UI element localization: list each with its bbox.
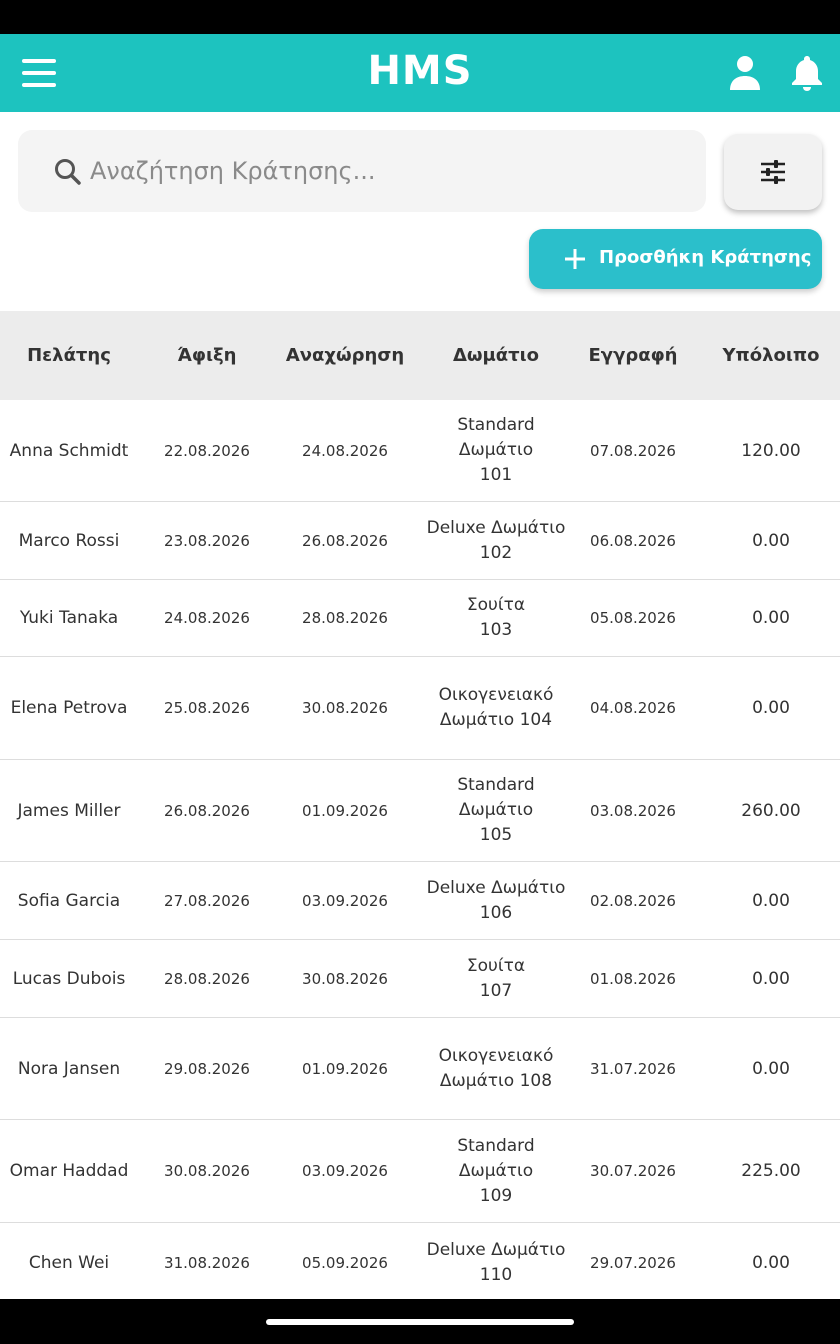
cell-guest: Lucas Dubois xyxy=(12,968,126,989)
cell-guest: Elena Petrova xyxy=(10,698,128,718)
cell-departure: 28.08.2026 xyxy=(302,609,388,627)
add-booking-label: Προσθήκη Κράτησης xyxy=(599,247,812,268)
cell-departure: 24.08.2026 xyxy=(302,441,388,460)
cell-departure: 03.09.2026 xyxy=(302,891,388,910)
cell-room: Οικογενειακό Δωμάτιο 104 xyxy=(438,685,554,730)
home-handle[interactable] xyxy=(266,1319,574,1325)
add-booking-button[interactable] xyxy=(529,229,822,289)
cell-room: Deluxe Δωμάτιο 106 xyxy=(426,877,566,923)
cell-room: Deluxe Δωμάτιο 102 xyxy=(426,517,566,563)
cell-registered: 02.08.2026 xyxy=(590,891,676,910)
cell-balance: 120.00 xyxy=(741,440,801,461)
plus-icon xyxy=(563,247,587,271)
table-row[interactable] xyxy=(0,400,840,502)
bookings-table xyxy=(0,311,840,1303)
app-bar xyxy=(0,34,840,112)
cell-departure: 01.09.2026 xyxy=(302,801,388,820)
header-departure[interactable]: Αναχώρηση xyxy=(285,345,405,366)
cell-balance: 0.00 xyxy=(752,530,790,551)
cell-departure: 26.08.2026 xyxy=(302,531,388,550)
cell-balance: 260.00 xyxy=(741,800,801,821)
table-row[interactable] xyxy=(0,657,840,760)
cell-room: Standard Δωμάτιο 105 xyxy=(457,775,535,845)
cell-registered: 01.08.2026 xyxy=(590,969,676,988)
search-box xyxy=(18,130,706,212)
cell-departure: 05.09.2026 xyxy=(302,1254,388,1272)
cell-guest: Omar Haddad xyxy=(9,1161,129,1181)
cell-arrival: 31.08.2026 xyxy=(164,1254,250,1272)
cell-arrival: 24.08.2026 xyxy=(164,609,250,627)
cell-balance: 0.00 xyxy=(752,1058,790,1079)
notifications-button[interactable] xyxy=(786,52,828,94)
cell-arrival: 22.08.2026 xyxy=(164,441,250,460)
cell-arrival: 28.08.2026 xyxy=(164,969,250,988)
cell-guest: Anna Schmidt xyxy=(9,440,129,461)
table-row[interactable] xyxy=(0,1223,840,1303)
status-bar xyxy=(0,0,840,34)
cell-room: Standard Δωμάτιο 109 xyxy=(457,1135,535,1206)
table-row[interactable] xyxy=(0,1120,840,1223)
system-nav-bar xyxy=(0,1299,840,1344)
cell-guest: Chen Wei xyxy=(28,1253,110,1273)
sliders-icon xyxy=(759,158,787,186)
cell-registered: 04.08.2026 xyxy=(590,699,676,717)
cell-registered: 29.07.2026 xyxy=(590,1254,676,1272)
cell-departure: 30.08.2026 xyxy=(302,699,388,717)
cell-registered: 07.08.2026 xyxy=(590,441,676,460)
table-row[interactable] xyxy=(0,760,840,862)
cell-balance: 0.00 xyxy=(752,1253,790,1273)
cell-balance: 225.00 xyxy=(741,1161,801,1181)
cell-registered: 30.07.2026 xyxy=(590,1162,676,1180)
cell-arrival: 29.08.2026 xyxy=(164,1059,250,1078)
filter-button[interactable] xyxy=(724,134,822,210)
search-icon xyxy=(52,156,84,188)
cell-arrival: 27.08.2026 xyxy=(164,891,250,910)
search-input[interactable] xyxy=(90,144,690,198)
cell-arrival: 26.08.2026 xyxy=(164,801,250,820)
header-registered[interactable]: Εγγραφή xyxy=(588,345,678,366)
cell-guest: Sofia Garcia xyxy=(17,890,121,911)
cell-arrival: 25.08.2026 xyxy=(164,699,250,717)
cell-balance: 0.00 xyxy=(752,968,790,989)
profile-button[interactable] xyxy=(724,52,766,94)
cell-room: Οικογενειακό Δωμάτιο 108 xyxy=(438,1045,554,1091)
cell-guest: Yuki Tanaka xyxy=(19,608,119,628)
table-header xyxy=(0,311,840,400)
app-title: HMS xyxy=(367,48,473,94)
cell-balance: 0.00 xyxy=(752,608,790,628)
header-arrival[interactable]: Άφιξη xyxy=(177,345,237,366)
cell-room: Deluxe Δωμάτιο 110 xyxy=(426,1240,566,1285)
cell-arrival: 30.08.2026 xyxy=(164,1162,250,1180)
cell-balance: 0.00 xyxy=(752,890,790,911)
cell-registered: 31.07.2026 xyxy=(590,1059,676,1078)
cell-room: Standard Δωμάτιο 101 xyxy=(457,415,535,485)
cell-guest: Nora Jansen xyxy=(17,1058,121,1079)
cell-room: Σουίτα 103 xyxy=(466,595,526,640)
cell-room: Σουίτα 107 xyxy=(466,955,526,1001)
table-row[interactable] xyxy=(0,502,840,580)
header-room[interactable]: Δωμάτιο xyxy=(452,345,540,366)
cell-registered: 05.08.2026 xyxy=(590,609,676,627)
user-icon xyxy=(724,52,766,94)
cell-balance: 0.00 xyxy=(752,698,790,718)
cell-arrival: 23.08.2026 xyxy=(164,531,250,550)
header-guest[interactable]: Πελάτης xyxy=(27,345,111,366)
bell-icon xyxy=(786,52,828,94)
header-balance[interactable]: Υπόλοιπο xyxy=(722,345,820,366)
cell-departure: 01.09.2026 xyxy=(302,1059,388,1078)
cell-departure: 30.08.2026 xyxy=(302,969,388,988)
cell-guest: Marco Rossi xyxy=(18,530,120,551)
table-row[interactable] xyxy=(0,862,840,940)
cell-departure: 03.09.2026 xyxy=(302,1162,388,1180)
table-row[interactable] xyxy=(0,580,840,657)
table-row[interactable] xyxy=(0,1018,840,1120)
cell-registered: 03.08.2026 xyxy=(590,801,676,820)
cell-registered: 06.08.2026 xyxy=(590,531,676,550)
cell-guest: James Miller xyxy=(17,800,121,821)
table-row[interactable] xyxy=(0,940,840,1018)
